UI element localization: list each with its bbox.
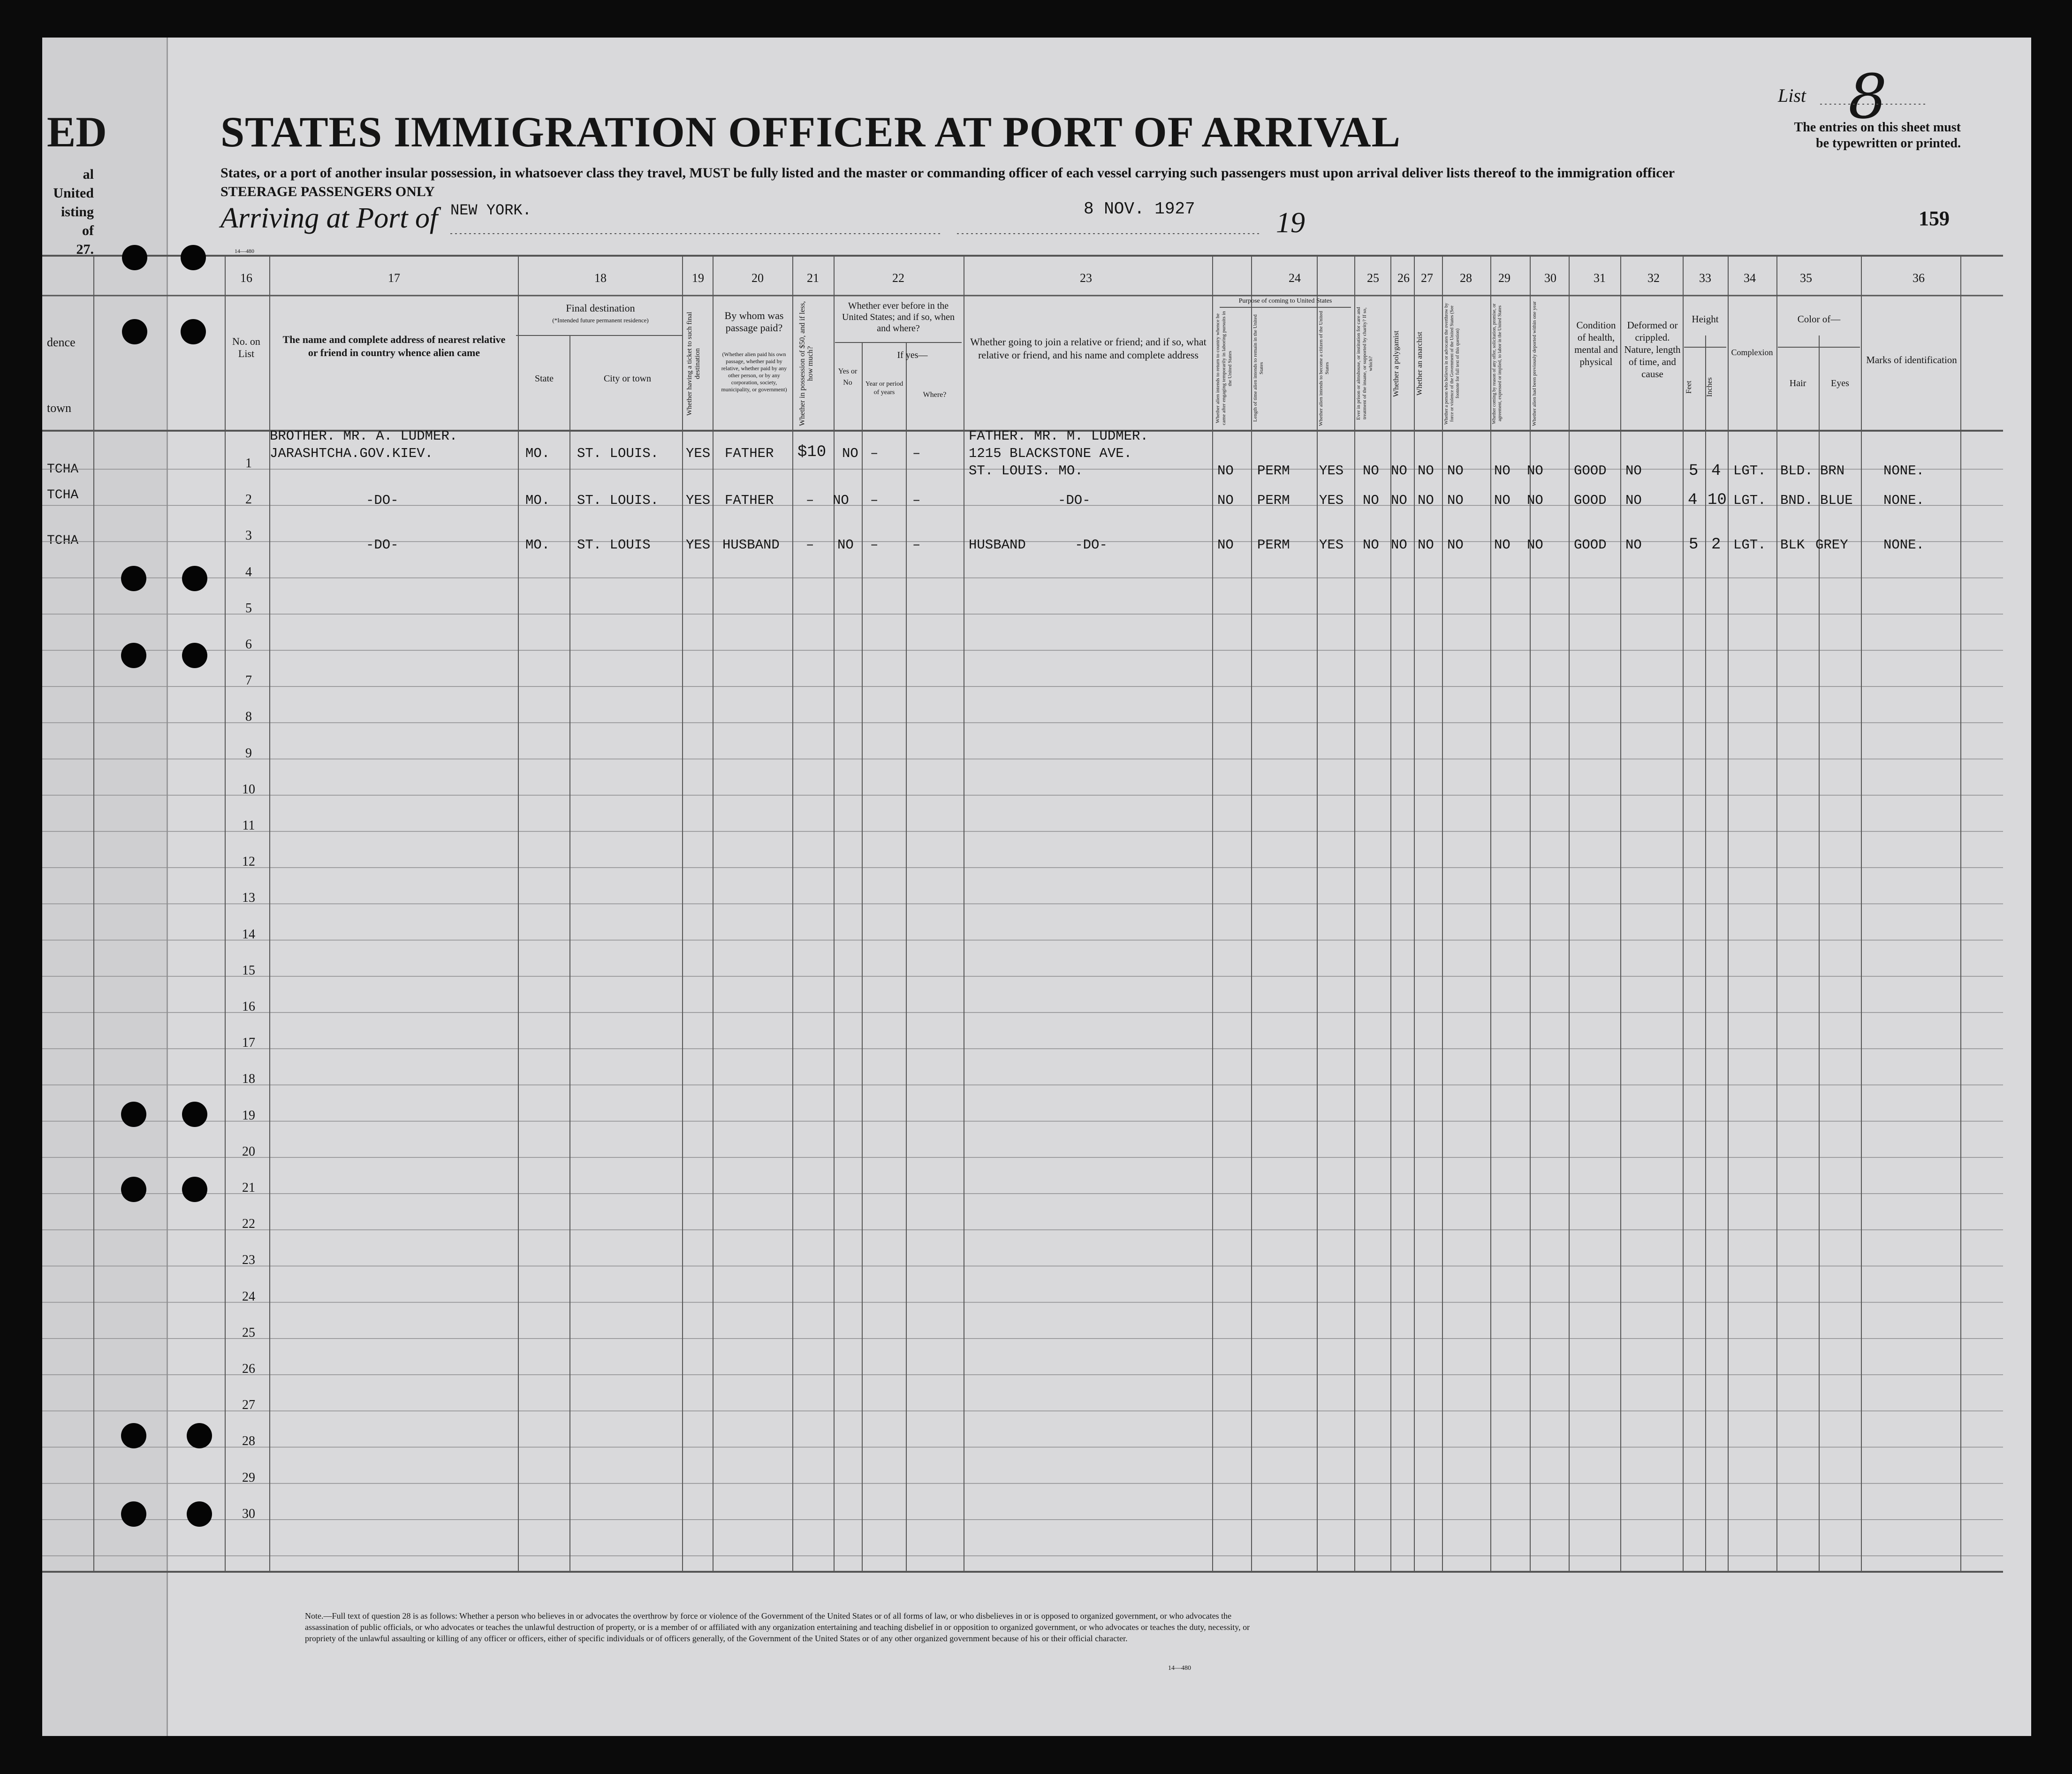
punch-hole: [121, 1177, 146, 1202]
row-number: 26: [242, 1362, 255, 1376]
steerage-label: STEERAGE PASSENGERS ONLY: [220, 184, 435, 199]
cell-where: –: [912, 493, 921, 508]
header-final-destination: Final destination: [566, 302, 635, 314]
column-number: 32: [1647, 271, 1660, 285]
cell-relative: -DO-: [366, 493, 399, 508]
header-before-us: Whether ever before in the United States; and if so, when and where?: [842, 301, 955, 334]
header-polygamist: Whether a polygamist: [1392, 330, 1400, 397]
row-number: 14: [242, 927, 255, 942]
column-number: 27: [1421, 271, 1433, 285]
row-number: 13: [242, 891, 255, 906]
cell-joining: HUSBAND -DO-: [969, 537, 1108, 553]
header-purpose-citizen: Whether alien intends to become a citizen of the United States: [1318, 311, 1330, 426]
cell-ticket: YES: [686, 493, 711, 508]
cell-period: –: [870, 493, 879, 508]
cell-joining: FATHER. MR. M. LUDMER.: [969, 428, 1148, 444]
header-purpose-return: Whether alien intends to return to country whence he came after engaging temporarily in laboring pursuits in the United States: [1215, 311, 1233, 426]
cell-relative: JARASHTCHA.GOV.KIEV.: [270, 446, 433, 461]
row-number: 1: [245, 456, 252, 471]
header-deformed: Deformed or crippled. Nature, length of time, and cause: [1624, 320, 1681, 380]
cell-eyes: BLUE: [1820, 493, 1853, 508]
column-number: 25: [1367, 271, 1379, 285]
column-number: 16: [240, 271, 252, 285]
entries-note-line: The entries on this sheet must: [1794, 120, 1961, 135]
punch-hole: [181, 319, 206, 344]
cell-citizen: YES: [1319, 463, 1344, 479]
cell-money: –: [806, 493, 814, 508]
punch-hole: [182, 643, 207, 668]
row-number: 21: [242, 1180, 255, 1195]
row-number: 5: [245, 601, 252, 616]
cell-city: ST. LOUIS.: [577, 493, 659, 508]
cell-state: MO.: [525, 493, 550, 508]
cell-relative: BROTHER. MR. A. LUDMER.: [270, 428, 458, 444]
cell-health: GOOD: [1574, 537, 1607, 553]
cell-marks: NONE.: [1883, 493, 1925, 508]
row-number: 8: [245, 709, 252, 724]
cell-q29: NO: [1494, 537, 1510, 553]
cell-period: –: [870, 446, 879, 461]
column-number: 19: [692, 271, 704, 285]
header-no-on-list: No. on List: [232, 335, 260, 359]
header-city: City or town: [603, 373, 652, 384]
header-q29: Whether coming by reason of any offer, solicitation, promise, or agreement, expressed or implied, to labor in the United States: [1492, 303, 1503, 424]
row-number: 19: [242, 1108, 255, 1123]
cell-polygamist: NO: [1391, 463, 1407, 479]
cell-money: –: [806, 537, 814, 553]
punch-hole: [187, 1501, 212, 1527]
cell-joining: ST. LOUIS. MO.: [969, 463, 1083, 479]
header-inches: Inches: [1706, 377, 1714, 397]
cell-hair: BLK: [1780, 537, 1805, 553]
left-header-residence: dence: [47, 335, 76, 349]
row-number: 16: [242, 999, 255, 1014]
instructions-line: States, or a port of another insular possession, in whatsoever class they travel, MUST be fully listed and the master or commanding officer of each vessel carrying such passengers must upon arrival deliver lists thereof to the immigration officer: [220, 165, 1675, 181]
header-ticket: Whether having a ticket to such final destination: [686, 312, 701, 416]
column-number: 21: [807, 271, 819, 285]
cell-before: NO: [842, 446, 858, 461]
header-period: Year or period of years: [865, 381, 903, 396]
cell-q28: NO: [1447, 463, 1464, 479]
cell-where: –: [912, 446, 921, 461]
left-fragment-line: 27.: [76, 242, 94, 257]
form-code-footer: 14—480: [1168, 1665, 1191, 1672]
cell-citizen: YES: [1319, 493, 1344, 508]
cell-return: NO: [1217, 463, 1234, 479]
header-joining: Whether going to join a relative or friend; and if so, what relative or friend, and his name and complete address: [970, 336, 1207, 361]
list-label: List: [1778, 85, 1806, 106]
punch-hole: [121, 1423, 146, 1448]
row-number: 25: [242, 1325, 255, 1340]
cell-q29: NO: [1494, 493, 1510, 508]
header-purpose: Purpose of coming to United States: [1238, 297, 1332, 305]
row-number: 23: [242, 1253, 255, 1268]
left-fragment-line: isting of: [61, 204, 94, 238]
header-purpose-length: Length of time alien intends to remain in the United States: [1252, 314, 1264, 422]
header-q30: Whether alien had been previously deported within one year: [1532, 301, 1537, 426]
cell-q28: NO: [1447, 537, 1464, 553]
cell-paid-by: FATHER: [725, 493, 774, 508]
cell-city: ST. LOUIS.: [577, 446, 659, 461]
cell-health: GOOD: [1574, 463, 1607, 479]
list-number: 8: [1848, 61, 1887, 132]
cell-where: –: [912, 537, 921, 553]
cell-q30: NO: [1527, 537, 1543, 553]
left-fragment-heading: ED: [47, 108, 107, 156]
cell-hair: BLD.: [1780, 463, 1813, 479]
year-prefix: 19: [1276, 207, 1305, 239]
header-feet: Feet: [1685, 381, 1693, 394]
cell-ticket: YES: [686, 537, 711, 553]
cell-feet: 5: [1689, 536, 1699, 554]
column-number: 31: [1594, 271, 1606, 285]
punch-hole: [181, 245, 206, 270]
cell-marks: NONE.: [1883, 463, 1925, 479]
punch-hole: [122, 245, 147, 270]
row-number: 28: [242, 1434, 255, 1449]
column-number: 26: [1397, 271, 1410, 285]
cell-return: NO: [1217, 493, 1234, 508]
left-town-3: TCHA: [47, 533, 79, 548]
cell-money: $10: [797, 443, 827, 461]
cell-health: GOOD: [1574, 493, 1607, 508]
cell-length: PERM: [1257, 463, 1290, 479]
row-number: 3: [245, 528, 252, 543]
cell-feet: 4: [1688, 491, 1698, 509]
punch-hole: [182, 1102, 207, 1127]
cell-joining: -DO-: [1058, 493, 1091, 508]
header-final-destination-note: (*Intended future permanent residence): [552, 317, 649, 324]
header-yes-no: Yes or No: [838, 367, 858, 387]
row-number: 20: [242, 1144, 255, 1159]
cell-q30: NO: [1527, 463, 1543, 479]
cell-paid-by: FATHER: [725, 446, 774, 461]
left-fragment-line: al United: [53, 167, 94, 201]
row-number: 18: [242, 1072, 255, 1087]
header-eyes: Eyes: [1831, 378, 1849, 388]
cell-deformed: NO: [1625, 463, 1642, 479]
column-number: 22: [892, 271, 904, 285]
row-number: 9: [245, 746, 252, 761]
row-number: 10: [242, 782, 255, 797]
header-marks: Marks of identification: [1866, 354, 1957, 365]
punch-hole: [121, 1501, 146, 1527]
cell-anarchist: NO: [1418, 493, 1434, 508]
row-number: 22: [242, 1217, 255, 1232]
header-height: Height: [1692, 313, 1719, 325]
cell-joining: 1215 BLACKSTONE AVE.: [969, 446, 1132, 461]
cell-ticket: YES: [686, 446, 711, 461]
cell-before: NO: [833, 493, 849, 508]
column-number: 28: [1460, 271, 1472, 285]
row-number: 2: [245, 492, 252, 507]
header-relative-home: The name and complete address of nearest relative or friend in country whence alien came: [282, 334, 506, 358]
cell-prison: NO: [1363, 493, 1379, 508]
cell-citizen: YES: [1319, 537, 1344, 553]
column-number: 23: [1080, 271, 1092, 285]
cell-prison: NO: [1363, 537, 1379, 553]
header-anarchist: Whether an anarchist: [1416, 332, 1424, 396]
punch-hole: [182, 566, 207, 591]
column-number: 33: [1699, 271, 1711, 285]
cell-inches: 2: [1711, 536, 1721, 554]
cell-relative: -DO-: [366, 537, 399, 553]
cell-feet: 5: [1689, 462, 1699, 480]
page-number: 159: [1919, 207, 1950, 230]
punch-hole: [121, 1102, 146, 1127]
row-number: 12: [242, 854, 255, 869]
cell-anarchist: NO: [1418, 463, 1434, 479]
punch-hole: [121, 643, 146, 668]
column-number: 24: [1289, 271, 1301, 285]
row-number: 17: [242, 1035, 255, 1051]
row-number: 24: [242, 1289, 255, 1304]
cell-polygamist: NO: [1391, 537, 1407, 553]
cell-marks: NONE.: [1883, 537, 1925, 553]
cell-paid-by: HUSBAND: [722, 537, 780, 553]
header-complexion: Complexion: [1731, 348, 1773, 357]
cell-complexion: LGT.: [1733, 493, 1766, 508]
header-q28: Whether a person who believes in or advocates the overthrow by force or violence of the Government of the United States (See footnote for full text of this question): [1444, 303, 1460, 425]
column-number: 29: [1498, 271, 1510, 285]
cell-before: NO: [837, 537, 854, 553]
date-stamp: 8 NOV. 1927: [1084, 199, 1195, 219]
cell-return: NO: [1217, 537, 1234, 553]
header-hair: Hair: [1789, 378, 1806, 388]
column-number: 36: [1913, 271, 1925, 285]
row-number: 4: [245, 564, 252, 579]
cell-eyes: GREY: [1815, 537, 1848, 553]
cell-deformed: NO: [1625, 537, 1642, 553]
cell-eyes: BRN: [1820, 463, 1845, 479]
cell-polygamist: NO: [1391, 493, 1407, 508]
row-number: 15: [242, 963, 255, 978]
header-health: Condition of health, mental and physical: [1574, 320, 1618, 367]
cell-inches: 4: [1711, 462, 1721, 480]
column-number: 30: [1544, 271, 1556, 285]
cell-state: MO.: [525, 446, 550, 461]
entries-note-line: be typewritten or printed.: [1816, 136, 1961, 151]
column-number: 18: [594, 271, 607, 285]
header-if-yes: If yes—: [897, 350, 928, 360]
row-number: 6: [245, 637, 252, 652]
cell-period: –: [870, 537, 879, 553]
row-number: 30: [242, 1506, 255, 1521]
cell-complexion: LGT.: [1733, 537, 1766, 553]
column-number: 20: [751, 271, 764, 285]
header-where: Where?: [923, 391, 947, 399]
arriving-label: Arriving at Port of: [220, 202, 438, 234]
cell-q30: NO: [1527, 493, 1543, 508]
header-state: State: [535, 373, 554, 384]
punch-hole: [122, 319, 147, 344]
cell-q29: NO: [1494, 463, 1510, 479]
header-possession: Whether in possession of $50, and if less, how much?: [798, 301, 814, 426]
header-color-of: Color of—: [1797, 313, 1841, 325]
punch-hole: [182, 1177, 207, 1202]
row-number: 11: [242, 818, 255, 833]
header-passage-paid-note: (Whether alien paid his own passage, whether paid by relative, whether paid by any other person, or by any corporation, society, municipality, or government): [721, 351, 787, 393]
form-code: 14—480: [235, 248, 254, 254]
cell-q28: NO: [1447, 493, 1464, 508]
punch-hole: [187, 1423, 212, 1448]
column-number: 17: [388, 271, 400, 285]
page-title: STATES IMMIGRATION OFFICER AT PORT OF ARRIVAL: [220, 108, 1401, 156]
cell-inches: 10: [1708, 491, 1727, 509]
cell-hair: BND.: [1780, 493, 1813, 508]
cell-prison: NO: [1363, 463, 1379, 479]
header-passage-paid: By whom was passage paid?: [724, 310, 784, 334]
cell-complexion: LGT.: [1733, 463, 1766, 479]
cell-deformed: NO: [1625, 493, 1642, 508]
left-town-1: TCHA: [47, 462, 79, 477]
cell-city: ST. LOUIS: [577, 537, 651, 553]
left-town-2: TCHA: [47, 488, 79, 503]
row-number: 29: [242, 1470, 255, 1485]
row-number: 7: [245, 673, 252, 688]
column-number: 34: [1744, 271, 1756, 285]
row-number: 27: [242, 1398, 255, 1413]
footnote-question-28: Note.—Full text of question 28 is as follows: Whether a person who believes in or advocates the overthrow by force or violence of the Government of the United States or of all forms of law, or who disbelieves in or is opposed to organized government, or who advocates the assassination of public officials, or who advocates or teaches the unlawful destruction of property, or is a member of or affiliated with any organization entertaining and teaching disbelief in or opposition to organized government, or who advocates or teaches the duty, necessity, or propriety of the unlawful assaulting or killing of any officer or officers, either of specific individuals or of officers generally, of the Government of the United States or of any other organized government because of his or their official character.: [305, 1611, 1250, 1643]
left-header-town: town: [47, 401, 71, 415]
port-value: NEW YORK.: [450, 202, 531, 219]
cell-anarchist: NO: [1418, 537, 1434, 553]
cell-length: PERM: [1257, 493, 1290, 508]
column-number: 35: [1800, 271, 1812, 285]
cell-state: MO.: [525, 537, 550, 553]
header-prison: Ever in prison or almshouse, or institution for care and treatment of the insane, or supported by charity? If so, which?: [1356, 307, 1374, 420]
cell-length: PERM: [1257, 537, 1290, 553]
punch-hole: [121, 566, 146, 591]
